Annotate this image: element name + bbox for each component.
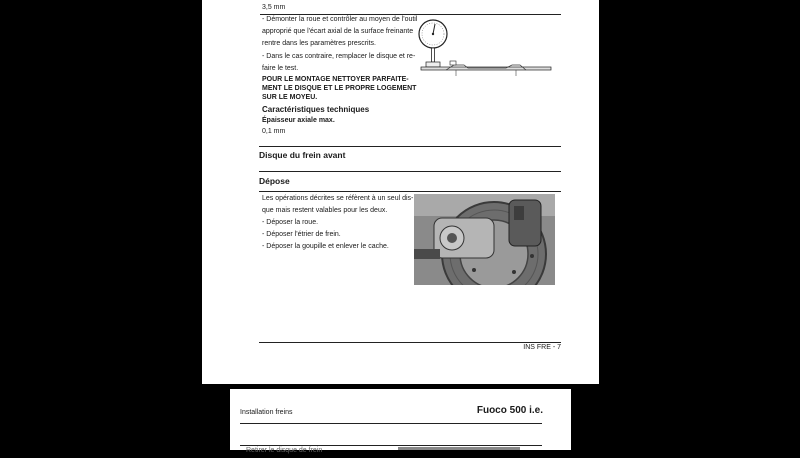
top-value: 3,5 mm	[262, 4, 286, 11]
divider	[259, 146, 561, 147]
depose-line: - Déposer la roue.	[262, 219, 319, 226]
depose-line: que mais restent valables pour les deux.	[262, 207, 388, 214]
brake-disc-photo	[414, 194, 555, 285]
running-header-right: Fuoco 500 i.e.	[476, 405, 543, 416]
divider	[259, 191, 561, 192]
warning-line: SUR LE MOYEU.	[262, 94, 318, 101]
running-header-left: Installation freins	[240, 409, 293, 416]
instruction-line: faire le test.	[262, 65, 299, 72]
depose-line: - Déposer l'étrier de frein.	[262, 231, 341, 238]
divider	[259, 171, 561, 172]
document-page-2	[230, 389, 571, 454]
page-footer: INS FRE - 7	[523, 344, 561, 351]
document-page-1	[202, 0, 599, 384]
subsection-title: Dépose	[259, 176, 290, 186]
tech-heading: Caractéristiques techniques	[262, 105, 370, 114]
partial-instruction: Retirer le disque de frein	[246, 447, 323, 454]
warning-line: POUR LE MONTAGE NETTOYER PARFAITE-	[262, 76, 409, 83]
depose-line: - Déposer la goupille et enlever le cache.	[262, 243, 389, 250]
instruction-line: - Dans le cas contraire, remplacer le disque et re-	[262, 53, 416, 60]
header-divider	[240, 423, 542, 424]
depose-line: Les opérations décrites se réfèrent à un seul dis-	[262, 195, 414, 202]
instruction-line: - Démonter la roue et contrôler au moyen de l'outil	[262, 16, 418, 23]
footer-divider	[259, 342, 561, 343]
section-title: Disque du frein avant	[259, 150, 346, 160]
instruction-line: approprié que l'écart axial de la surface freinante	[262, 28, 414, 35]
tech-value: 0,1 mm	[262, 128, 286, 135]
warning-line: MENT LE DISQUE ET LE PROPRE LOGEMENT	[262, 85, 417, 92]
instruction-line: rentre dans les paramètres prescrits.	[262, 40, 376, 47]
dial-gauge-illustration	[416, 18, 556, 80]
tech-label: Épaisseur axiale max.	[262, 117, 335, 124]
